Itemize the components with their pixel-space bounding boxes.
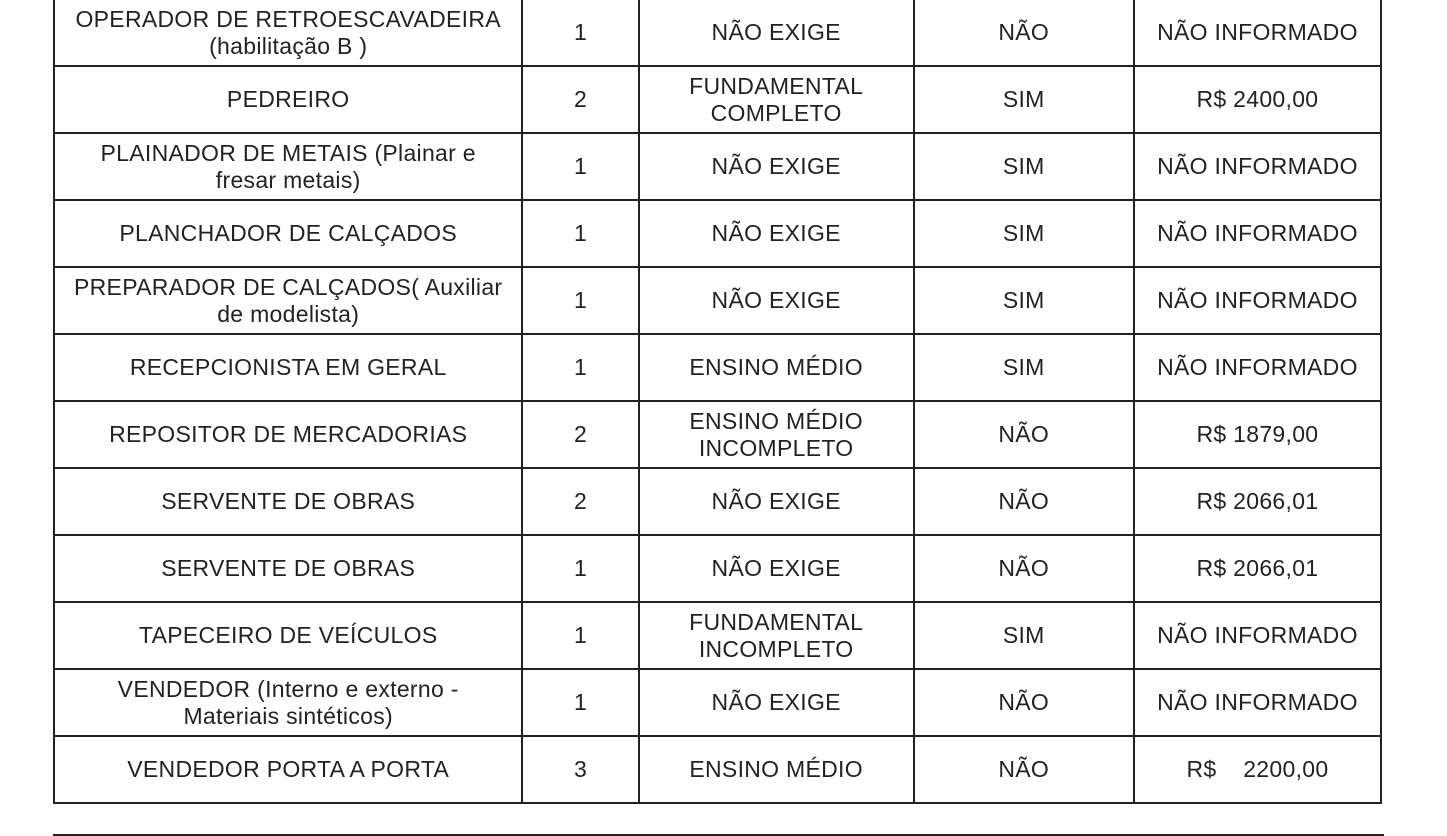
table-row: [54, 334, 1381, 401]
occupation-text: de modelista): [217, 300, 360, 327]
occupation-cell: [54, 133, 522, 200]
salary-value: R$ 2200,00: [1186, 756, 1329, 782]
experience-required: SIM: [1002, 354, 1045, 380]
table-row: [54, 535, 1381, 602]
occupation-cell: [54, 66, 522, 133]
education-text: NÃO EXIGE: [711, 220, 841, 246]
education-cell: [639, 0, 914, 66]
experience-cell: [914, 267, 1134, 334]
salary-cell: [1134, 0, 1381, 66]
education-cell: [639, 267, 914, 334]
salary-value: NÃO INFORMADO: [1157, 354, 1358, 380]
table-row: [54, 602, 1381, 669]
salary-value: NÃO INFORMADO: [1157, 287, 1358, 313]
table-row: [54, 66, 1381, 133]
experience-cell: [914, 0, 1134, 66]
experience-cell: [914, 66, 1134, 133]
vacancies-count: 2: [574, 421, 588, 447]
vacancies-cell: [522, 468, 638, 535]
table-row: [54, 736, 1381, 803]
salary-cell: [1134, 133, 1381, 200]
vacancies-cell: [522, 401, 638, 468]
salary-cell: [1134, 602, 1381, 669]
experience-required: NÃO: [998, 488, 1050, 514]
occupation-text: VENDEDOR PORTA A PORTA: [127, 756, 450, 782]
vacancies-count: 2: [574, 86, 588, 112]
occupation-text: Materiais sintéticos): [183, 702, 393, 729]
vacancies-cell: [522, 0, 638, 66]
salary-cell: [1134, 334, 1381, 401]
occupation-text: (habilitação B ): [209, 32, 368, 59]
occupation-cell: [54, 200, 522, 267]
salary-cell: [1134, 535, 1381, 602]
experience-required: NÃO: [998, 421, 1050, 447]
occupation-text: PEDREIRO: [226, 86, 350, 112]
occupation-cell: [54, 267, 522, 334]
education-cell: [639, 200, 914, 267]
salary-value: NÃO INFORMADO: [1157, 153, 1358, 179]
occupation-text: REPOSITOR DE MERCADORIAS: [109, 421, 468, 447]
experience-cell: [914, 200, 1134, 267]
experience-cell: [914, 669, 1134, 736]
vacancies-count: 1: [574, 689, 588, 715]
education-cell: [639, 66, 914, 133]
salary-cell: [1134, 200, 1381, 267]
vacancies-cell: [522, 133, 638, 200]
occupation-cell: [54, 669, 522, 736]
vacancies-cell: [522, 200, 638, 267]
occupation-text: PLAINADOR DE METAIS (Plainar e: [100, 139, 476, 166]
education-text: FUNDAMENTAL: [689, 608, 864, 635]
salary-cell: [1134, 736, 1381, 803]
vacancies-cell: [522, 602, 638, 669]
vacancies-cell: [522, 669, 638, 736]
education-cell: [639, 401, 914, 468]
education-text: NÃO EXIGE: [711, 287, 841, 313]
vacancies-count: 2: [574, 488, 588, 514]
education-text: NÃO EXIGE: [711, 555, 841, 581]
salary-value: NÃO INFORMADO: [1157, 689, 1358, 715]
salary-value: NÃO INFORMADO: [1157, 220, 1358, 246]
experience-required: NÃO: [998, 756, 1050, 782]
table-row: [54, 133, 1381, 200]
experience-cell: [914, 468, 1134, 535]
education-text: INCOMPLETO: [698, 434, 854, 461]
occupation-text: TAPECEIRO DE VEÍCULOS: [138, 622, 438, 648]
experience-required: NÃO: [998, 19, 1050, 45]
education-text: NÃO EXIGE: [711, 153, 841, 179]
experience-required: NÃO: [998, 689, 1050, 715]
salary-value: R$ 1879,00: [1196, 421, 1319, 447]
occupation-cell: [54, 334, 522, 401]
education-cell: [639, 736, 914, 803]
vacancies-count: 1: [574, 287, 588, 313]
education-text: ENSINO MÉDIO: [689, 756, 863, 782]
table-row: [54, 0, 1381, 66]
job-vacancies-table: [53, 0, 1382, 804]
vacancies-cell: [522, 267, 638, 334]
education-cell: [639, 468, 914, 535]
education-cell: [639, 133, 914, 200]
table-row: [54, 200, 1381, 267]
vacancies-cell: [522, 66, 638, 133]
occupation-cell: [54, 602, 522, 669]
occupation-text: VENDEDOR (Interno e externo -: [117, 675, 459, 702]
vacancies-count: 1: [574, 220, 588, 246]
education-text: COMPLETO: [710, 99, 842, 126]
education-text: NÃO EXIGE: [711, 689, 841, 715]
vacancies-count: 1: [574, 555, 588, 581]
table-row: [54, 669, 1381, 736]
salary-cell: [1134, 669, 1381, 736]
vacancies-cell: [522, 736, 638, 803]
education-text: ENSINO MÉDIO: [689, 354, 863, 380]
education-text: ENSINO MÉDIO: [689, 407, 863, 434]
experience-cell: [914, 602, 1134, 669]
occupation-cell: [54, 736, 522, 803]
education-text: FUNDAMENTAL: [689, 72, 864, 99]
experience-required: SIM: [1002, 287, 1045, 313]
occupation-text: RECEPCIONISTA EM GERAL: [129, 354, 447, 380]
occupation-text: SERVENTE DE OBRAS: [161, 488, 416, 514]
salary-value: R$ 2066,01: [1196, 488, 1319, 514]
experience-cell: [914, 133, 1134, 200]
experience-required: SIM: [1002, 86, 1045, 112]
occupation-text: PREPARADOR DE CALÇADOS( Auxiliar: [74, 273, 503, 300]
occupation-cell: [54, 535, 522, 602]
occupation-cell: [54, 401, 522, 468]
vacancies-count: 1: [574, 19, 588, 45]
experience-cell: [914, 334, 1134, 401]
experience-cell: [914, 535, 1134, 602]
experience-required: SIM: [1002, 220, 1045, 246]
education-text: NÃO EXIGE: [711, 488, 841, 514]
education-cell: [639, 669, 914, 736]
education-text: NÃO EXIGE: [711, 19, 841, 45]
vacancies-cell: [522, 535, 638, 602]
salary-value: R$ 2400,00: [1196, 86, 1319, 112]
vacancies-cell: [522, 334, 638, 401]
table-row: [54, 401, 1381, 468]
education-cell: [639, 334, 914, 401]
occupation-text: SERVENTE DE OBRAS: [161, 555, 416, 581]
education-cell: [639, 602, 914, 669]
experience-required: SIM: [1002, 622, 1045, 648]
table-row: [54, 468, 1381, 535]
occupation-text: fresar metais): [215, 166, 361, 193]
vacancies-count: 1: [574, 153, 588, 179]
occupation-cell: [54, 468, 522, 535]
salary-cell: [1134, 66, 1381, 133]
experience-required: NÃO: [998, 555, 1050, 581]
experience-required: SIM: [1002, 153, 1045, 179]
occupation-text: PLANCHADOR DE CALÇADOS: [119, 220, 458, 246]
occupation-text: OPERADOR DE RETROESCAVADEIRA: [75, 5, 501, 32]
experience-cell: [914, 401, 1134, 468]
salary-value: NÃO INFORMADO: [1157, 622, 1358, 648]
occupation-cell: [54, 0, 522, 66]
salary-cell: [1134, 267, 1381, 334]
salary-value: NÃO INFORMADO: [1157, 19, 1358, 45]
salary-cell: [1134, 401, 1381, 468]
salary-value: R$ 2066,01: [1196, 555, 1319, 581]
table-row: [54, 267, 1381, 334]
vacancies-count: 1: [574, 354, 588, 380]
vacancies-count: 1: [574, 622, 588, 648]
experience-cell: [914, 736, 1134, 803]
salary-cell: [1134, 468, 1381, 535]
vacancies-count: 3: [574, 756, 588, 782]
education-text: INCOMPLETO: [698, 635, 854, 662]
job-vacancies-body: [54, 0, 1381, 803]
education-cell: [639, 535, 914, 602]
